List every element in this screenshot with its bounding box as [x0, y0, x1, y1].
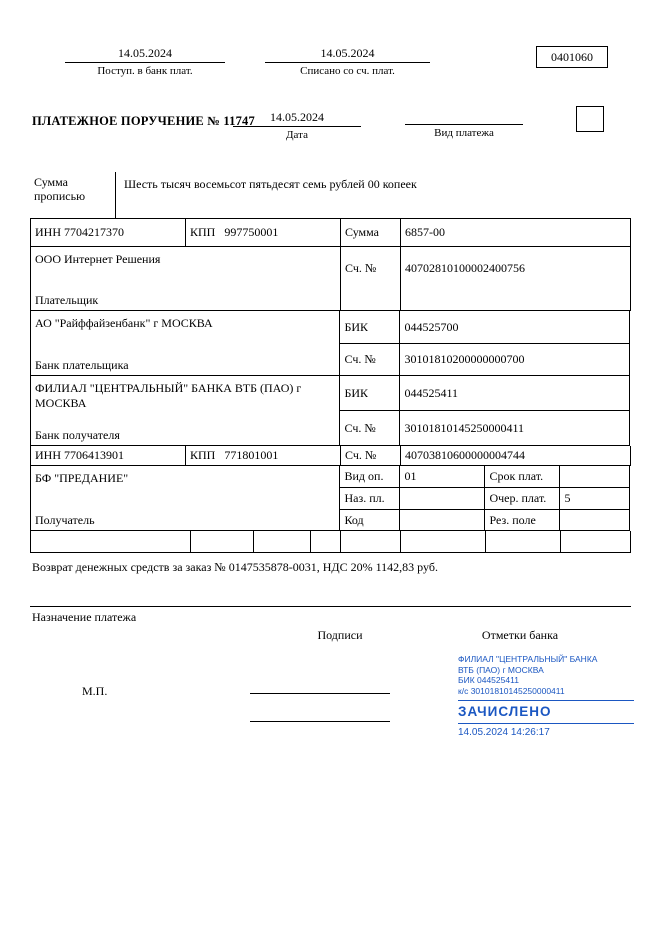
amount-words-value: Шесть тысяч восемьсот пятьдесят семь рублей 00 копеек [124, 177, 417, 191]
payment-kind-box [576, 106, 604, 132]
payment-details-table [30, 218, 631, 553]
tax-field-cell [31, 531, 191, 553]
bank-marks-label: Отметки банка [481, 628, 559, 642]
payer-bank-row [31, 311, 631, 376]
payer-bank-cell [31, 311, 340, 376]
code-label: Код [340, 510, 400, 531]
stamp-datetime: 14.05.2024 14:26:17 [458, 727, 550, 738]
op-kind-value: 01 [400, 466, 485, 488]
payment-kind-value [405, 110, 523, 125]
tax-field-cell [254, 531, 311, 553]
payee-bank-bik-label: БИК [340, 376, 400, 411]
reserve-field-value [560, 510, 630, 531]
stamp-bank-name-line2: ВТБ (ПАО) г МОСКВА [458, 664, 544, 675]
payee-account-value: 40703810600000004744 [401, 446, 631, 466]
signature-line-2 [250, 708, 390, 722]
purpose-text: Возврат денежных средств за заказ № 0147535878-0031, НДС 20% 1142,83 руб. [32, 560, 438, 574]
payer-account-value: 40702810100002400756 [401, 247, 631, 311]
purpose-code-label: Наз. пл. [340, 488, 400, 510]
payee-row [31, 466, 631, 531]
payer-caption: Плательщик [35, 293, 99, 307]
debited-date-field [265, 46, 430, 77]
payee-name: БФ "ПРЕДАНИЕ" [35, 471, 129, 485]
tax-fields-row [31, 531, 631, 553]
tax-field-cell [561, 531, 631, 553]
debited-date-label: Списано со сч. плат. [300, 65, 395, 77]
payee-bank-details [340, 376, 631, 446]
amount-words-label: Сумма прописью [30, 172, 116, 218]
tax-field-cell [486, 531, 561, 553]
payee-cell [31, 466, 340, 531]
signatures-label: Подписи [317, 628, 363, 642]
debited-date-value: 14.05.2024 [265, 46, 430, 63]
stamp-divider-top [458, 700, 634, 701]
payee-ids-row [31, 446, 631, 466]
stamp-divider-bottom [458, 723, 634, 724]
signature-line-1 [250, 680, 390, 694]
stamp-status: ЗАЧИСЛЕНО [458, 704, 552, 719]
payee-bank-account-label: Сч. № [340, 411, 400, 446]
bank-stamp [458, 654, 634, 738]
stamp-bank-name-line1: ФИЛИАЛ "ЦЕНТРАЛЬНЫЙ" БАНКА [458, 654, 598, 664]
received-date-label: Поступ. в банк плат. [97, 65, 193, 77]
payer-inn: ИНН 7704217370 [31, 219, 186, 247]
purpose-caption: Назначение платежа [32, 610, 137, 624]
tax-field-cell [341, 531, 401, 553]
payee-account-label: Сч. № [341, 446, 401, 466]
stamp-corr-account: к/с 30101810145250000411 [458, 685, 565, 696]
payee-operation-details [340, 466, 631, 531]
purpose-underline [30, 593, 631, 607]
payee-caption: Получатель [35, 513, 95, 527]
payer-cell [31, 247, 341, 311]
payee-bank-cell [31, 376, 340, 446]
payment-kind-label: Вид платежа [434, 127, 494, 139]
payer-kpp: КПП 997750001 [186, 219, 341, 247]
priority-label: Очер. плат. [485, 488, 560, 510]
document-title: ПЛАТЕЖНОЕ ПОРУЧЕНИЕ № 11747 [32, 114, 255, 128]
payee-kpp: КПП 771801001 [186, 446, 341, 466]
payer-ids-row [31, 219, 631, 247]
seal-place-label: М.П. [82, 684, 108, 698]
purpose-code-value [400, 488, 485, 510]
payment-kind-field [405, 110, 523, 139]
payer-bank-caption: Банк плательщика [35, 358, 129, 372]
payee-bank-row [31, 376, 631, 446]
priority-value: 5 [560, 488, 630, 510]
date-value: 14.05.2024 [233, 110, 361, 127]
payer-account-label: Сч. № [341, 247, 401, 311]
amount-label: Сумма [341, 219, 401, 247]
received-date-field [65, 46, 225, 77]
due-date-value [560, 466, 630, 488]
payee-inn: ИНН 7706413901 [31, 446, 186, 466]
received-date-value: 14.05.2024 [65, 46, 225, 63]
payer-name: ООО Интернет Решения [35, 252, 161, 266]
payer-bank-details [340, 311, 631, 376]
payer-row [31, 247, 631, 311]
payee-bank-bik-value: 044525411 [400, 376, 630, 411]
payer-bank-bik-value: 044525700 [400, 311, 630, 344]
payee-bank-account-value: 30101810145250000411 [400, 411, 630, 446]
payee-bank-caption: Банк получателя [35, 428, 120, 442]
tax-field-cell [191, 531, 254, 553]
form-code-box: 0401060 [536, 46, 608, 68]
code-value [400, 510, 485, 531]
reserve-field-label: Рез. поле [485, 510, 560, 531]
payer-bank-account-label: Сч. № [340, 344, 400, 376]
amount-in-words-row [30, 172, 631, 218]
op-kind-label: Вид оп. [340, 466, 400, 488]
date-field [233, 110, 361, 141]
due-date-label: Срок плат. [485, 466, 560, 488]
tax-field-cell [401, 531, 486, 553]
payer-bank-name: АО "Райффайзенбанк" г МОСКВА [35, 316, 213, 330]
tax-field-cell [311, 531, 341, 553]
payee-bank-name: ФИЛИАЛ "ЦЕНТРАЛЬНЫЙ" БАНКА ВТБ (ПАО) г МОСКВА [35, 381, 302, 410]
stamp-bik: БИК 044525411 [458, 675, 519, 685]
payer-bank-account-value: 30101810200000000700 [400, 344, 630, 376]
date-label: Дата [286, 129, 308, 141]
amount-value: 6857-00 [401, 219, 631, 247]
payer-bank-bik-label: БИК [340, 311, 400, 344]
